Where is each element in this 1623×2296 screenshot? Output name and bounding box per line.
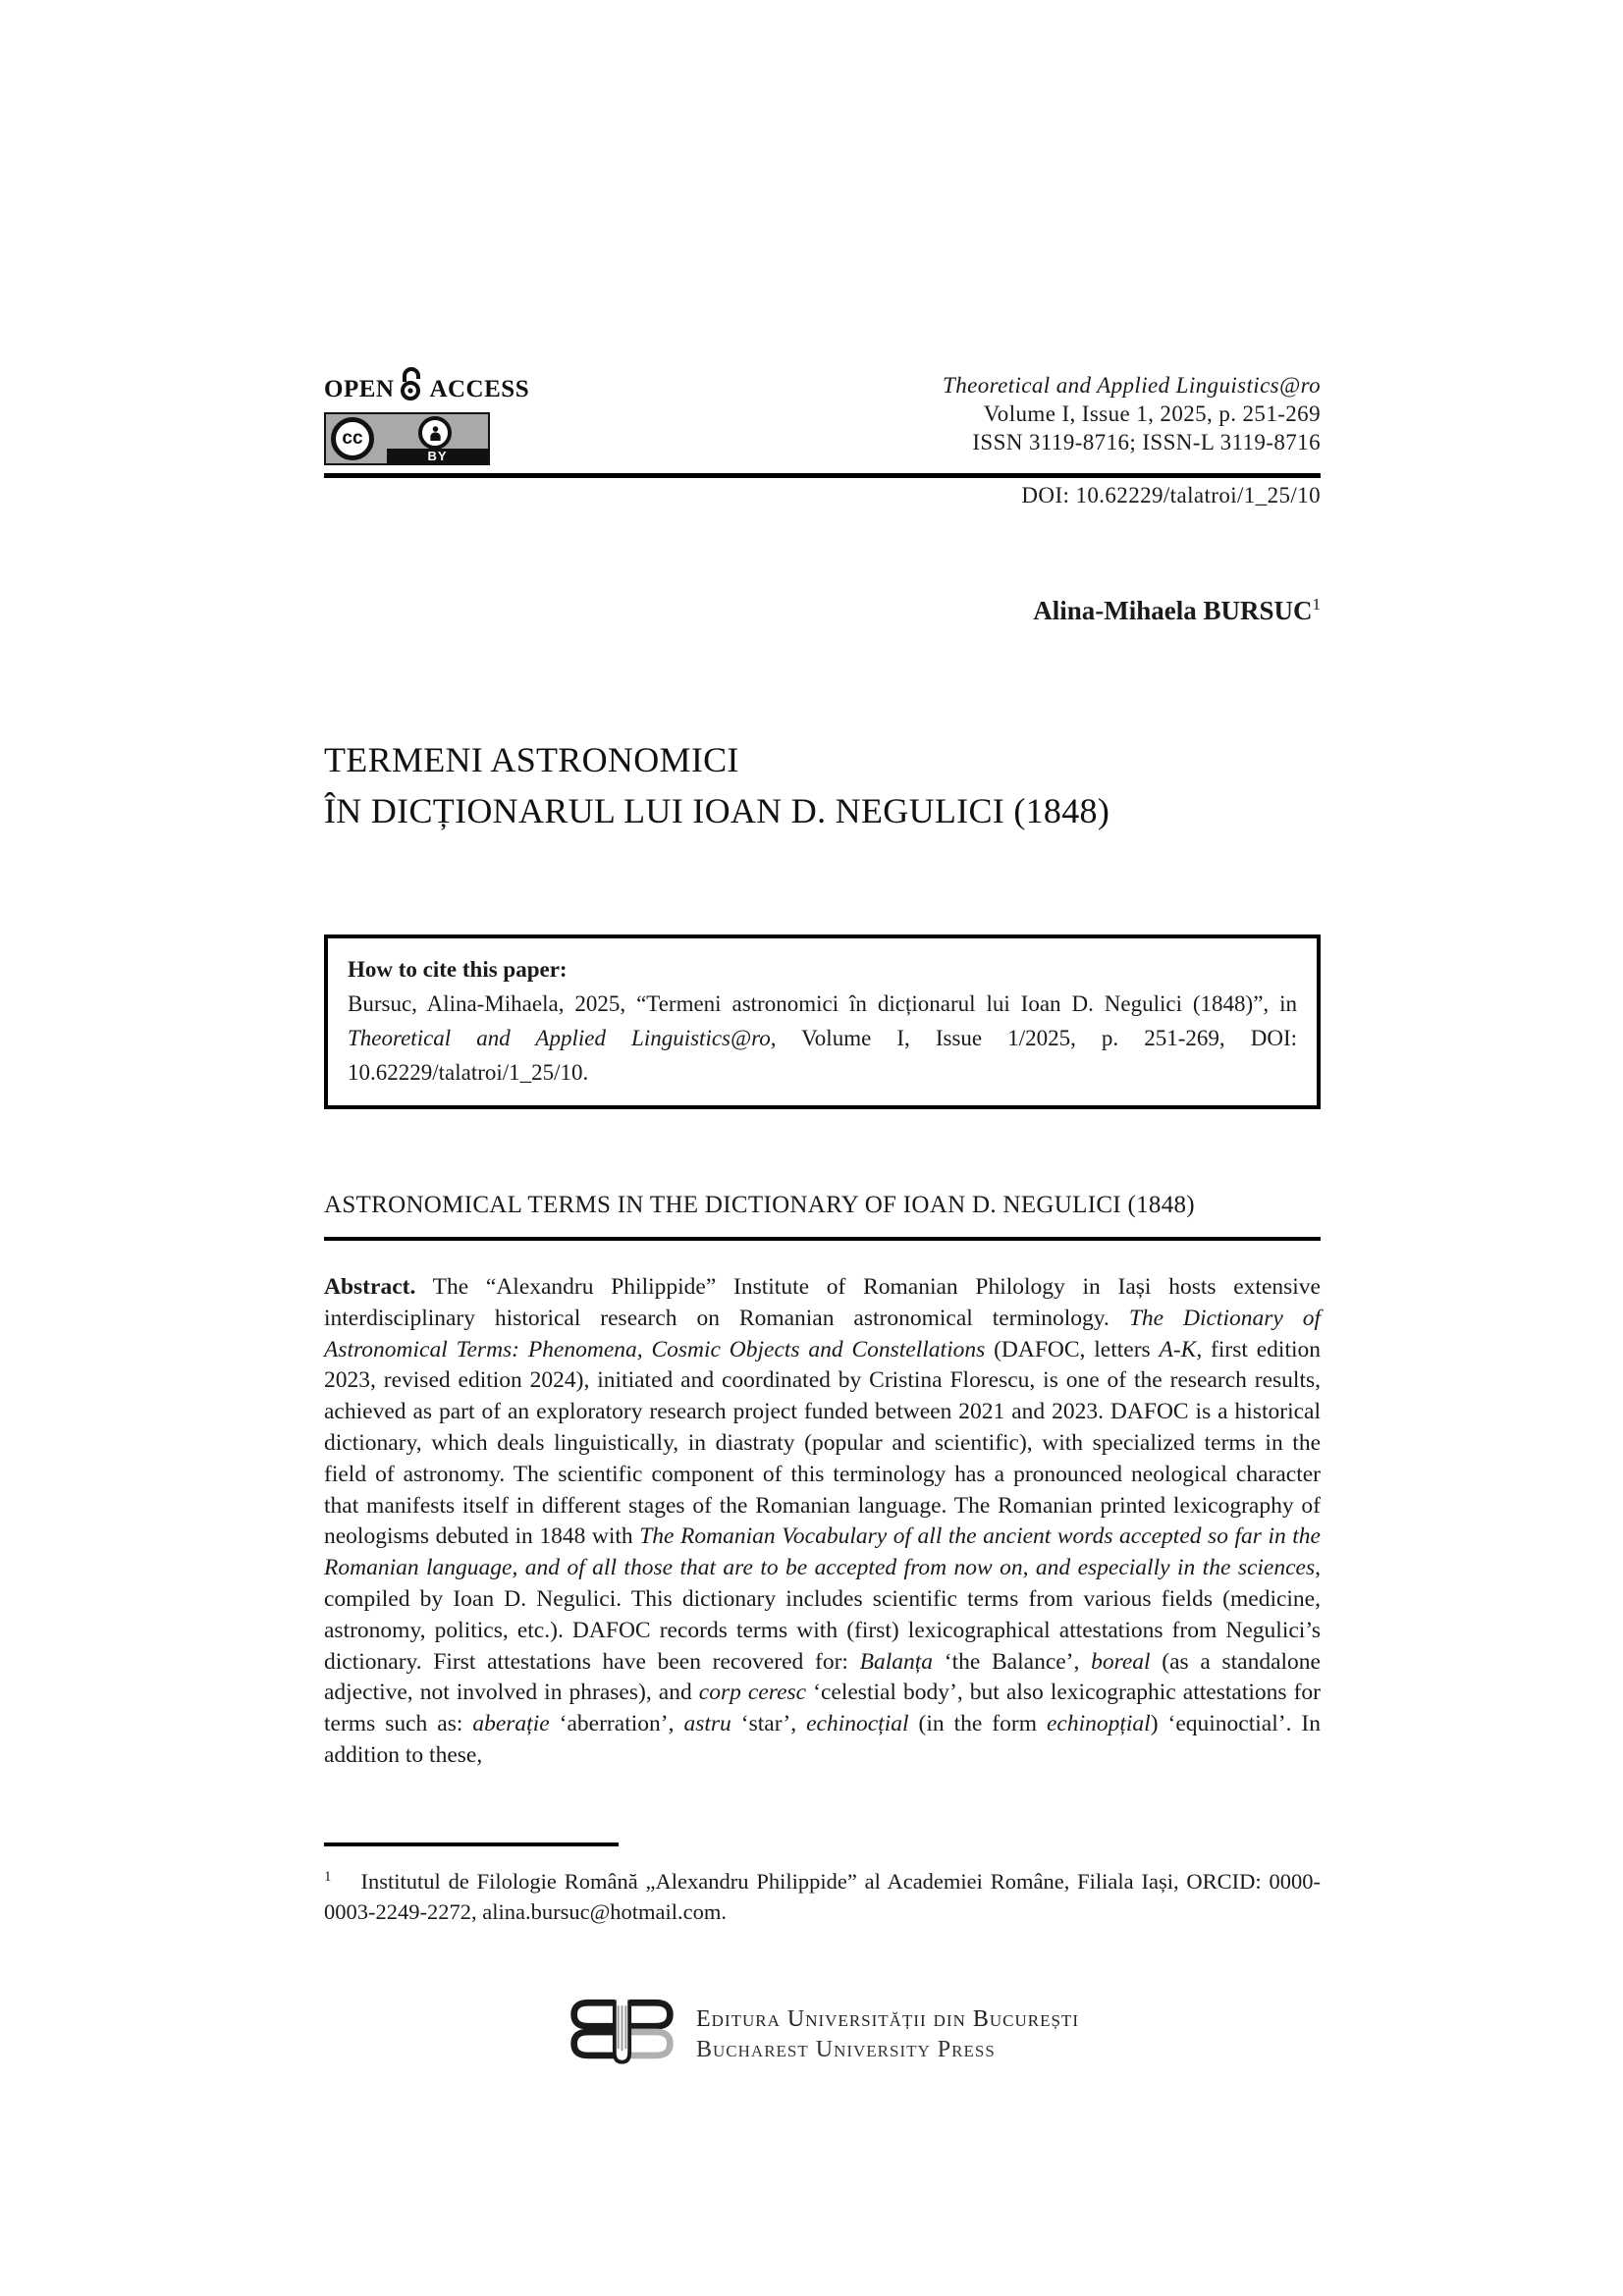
footnote-rule [324,1842,619,1846]
citation-label: How to cite this paper: [348,957,568,982]
citation-text: Bursuc, Alina-Mihaela, 2025, “Termeni astronomici în dicționarul lui Ioan D. Negulici (1848)”, in Theoretical and Applied Linguistics@ro, Volume I, Issue 1/2025, p. 251-269, DOI: 10.62229/talatroi/1_25/10. [348,991,1297,1085]
author-line [324,595,1321,626]
publisher-name-en: Bucharest University Press [696,2036,996,2062]
page-content [324,0,1321,2075]
header-rule [324,473,1321,478]
article-title-line1: TERMENI ASTRONOMICI [324,740,739,779]
footnote-text: Institutul de Filologie Română „Alexandru Philippide” al Academiei Române, Filiala Iași, ORCID: 0000-0003-2249-2272, alina.bursuc@hotmail.com. [324,1869,1321,1925]
section-rule [324,1237,1321,1241]
publisher-name-ro: Editura Universității din București [696,2005,1079,2032]
open-lock-icon [399,365,424,407]
journal-header [943,371,1321,456]
author-name: Alina-Mihaela BURSUC [1033,596,1313,625]
publisher-block [324,1994,1321,2075]
volume-line: Volume I, Issue 1, 2025, p. 251-269 [983,401,1321,426]
cc-icon: cc [331,417,374,460]
journal-title: Theoretical and Applied Linguistics@ro [943,373,1321,398]
cc-by-label: BY [387,449,488,463]
author-footnote-ref: 1 [1312,595,1321,614]
open-access-label-access: ACCESS [429,375,530,402]
header-row [324,371,1321,465]
article-title-line2: ÎN DICȚIONARUL LUI IOAN D. NEGULICI (1848) [324,791,1110,830]
footnote [324,1862,1321,1928]
cc-license-badge [324,412,490,465]
open-access-label-open: OPEN [324,375,395,402]
issn-line: ISSN 3119-8716; ISSN-L 3119-8716 [972,430,1321,454]
publisher-logo [566,1994,678,2075]
open-access-logo [324,371,530,465]
doi-line: DOI: 10.62229/talatroi/1_25/10 [1021,483,1321,507]
english-title: ASTRONOMICAL TERMS IN THE DICTIONARY OF IOAN D. NEGULICI (1848) [324,1192,1195,1218]
article-title [324,734,1321,836]
open-access-title [324,371,530,407]
abstract-paragraph: Abstract. The “Alexandru Philippide” Institute of Romanian Philology in Iași hosts extensive interdisciplinary historical research on Romanian astronomical terminology. The Dictionary of Astronomical Terms: Phenomena, Cosmic Objects and Constellations (DAFOC, letters A-K, first edition 2023, revised edition 2024), initiated and coordinated by Cristina Florescu, is one of the research results, achieved as part of an exploratory research project funded between 2021 and 2023. DAFOC is a historical dictionary, which deals linguistically, in diastraty (popular and scientific), with specialized terms in the field of astronomy. The scientific component of this terminology has a pronounced neological character that manifests itself in different stages of the Romanian language. The Romanian printed lexicography of neologisms debuted in 1848 with The Romanian Vocabulary of all the ancient words accepted so far in the Romanian language, and of all those that are to be accepted from now on, and especially in the sciences, compiled by Ioan D. Negulici. This dictionary includes scientific terms from various fields (medicine, astronomy, politics, etc.). DAFOC records terms with (first) lexicographical attestations from Negulici’s dictionary. First attestations have been recovered for: Balanța ‘the Balance’, boreal (as a standalone adjective, not involved in phrases), and corp ceresc ‘celestial body’, but also lexicographic attestations for terms such as: aberație ‘aberration’, astru ‘star’, echinocțial (in the form echinopțial) ‘equinoctial’. In addition to these, [324,1274,1322,1768]
publisher-name [696,2004,1079,2065]
citation-box [324,934,1321,1109]
footnote-marker: 1 [324,1868,332,1885]
cc-by-person-icon [418,416,452,450]
